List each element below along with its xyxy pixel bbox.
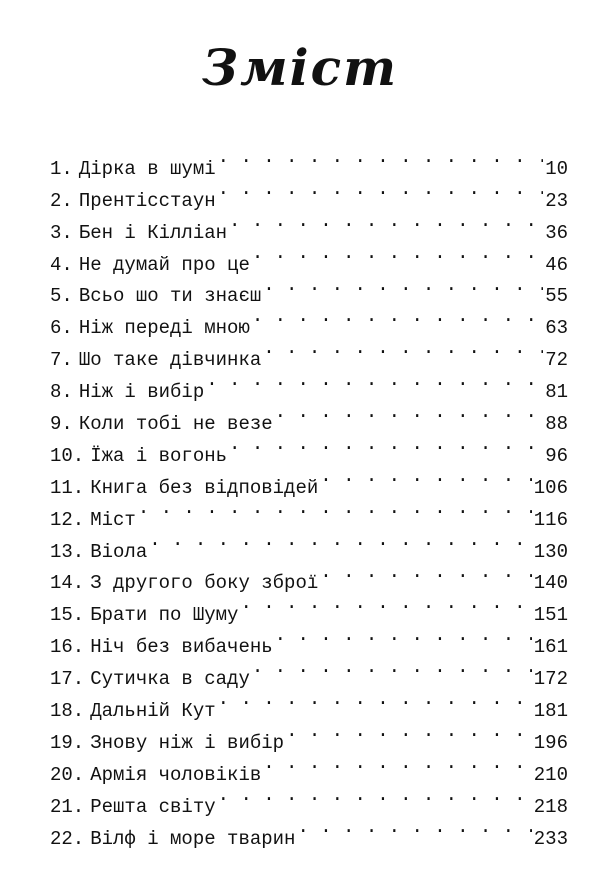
toc-dot-leader [320,461,532,493]
table-of-contents [50,142,568,850]
page-title: Зміст [202,38,398,97]
toc-entry-number: 19. [50,731,85,754]
toc-entry-number: 11. [50,476,85,499]
toc-dot-leader [218,780,532,812]
toc-entry-page: 10 [545,157,568,180]
toc-entry-title: Сутичка в саду [90,668,250,691]
toc-dot-leader [229,429,543,461]
toc-entry-page: 81 [545,381,568,404]
toc-dot-leader [263,270,543,302]
toc-entry-page: 196 [533,731,568,754]
toc-entry-title: Всьо шо ти знаєш [78,285,262,308]
toc-entry-title: Вілф і море тварин [90,827,296,850]
toc-entry-title: Коли тобі не везе [78,413,273,436]
toc-entry-title: Решта світу [90,795,216,818]
toc-entry-number: 14. [50,572,85,595]
toc-entry-title: Не думай про це [78,253,250,276]
toc-entry-page: 63 [545,317,568,340]
toc-entry-number: 7. [50,349,73,372]
toc-entry-title: Брати по Шуму [90,604,239,627]
toc-entry-title: З другого боку зброї [90,572,319,595]
toc-dot-leader [218,142,544,174]
toc-entry-page: 46 [545,253,568,276]
toc-dot-leader [240,588,531,620]
toc-entry-title: Ніж переді мною [78,317,250,340]
toc-dot-leader [138,493,532,525]
toc-entry-page: 210 [533,763,568,786]
toc-entry-title: Армія чоловіків [90,763,262,786]
toc-entry-page: 88 [545,413,568,436]
toc-dot-leader [218,174,544,206]
toc-entry-page: 106 [533,476,568,499]
toc-entry-number: 3. [50,221,73,244]
toc-entry-title: Знову ніж і вибір [90,731,285,754]
toc-entry-title: Дальній Кут [90,700,216,723]
toc-dot-leader [252,238,543,270]
toc-entry-page: 161 [533,636,568,659]
toc-entry-page: 181 [533,700,568,723]
toc-entry-page: 140 [533,572,568,595]
toc-entry-page: 36 [545,221,568,244]
toc-dot-leader [252,652,532,684]
toc-entry-number: 9. [50,413,73,436]
toc-entry-number: 8. [50,381,73,404]
toc-entry-title: Віола [90,540,148,563]
toc-entry-number: 2. [50,189,73,212]
toc-entry-page: 130 [533,540,568,563]
toc-entry-number: 17. [50,668,85,691]
toc-entry-number: 18. [50,700,85,723]
toc-entry-number: 12. [50,508,85,531]
toc-entry-number: 5. [50,285,73,308]
toc-dot-leader [229,206,543,238]
toc-entry-number: 22. [50,827,85,850]
toc-entry-page: 218 [533,795,568,818]
toc-dot-leader [218,684,532,716]
toc-dot-leader [297,812,531,844]
toc-entry-title: Прентісстаун [78,189,216,212]
toc-entry-number: 20. [50,763,85,786]
toc-entry-title: Міст [90,508,136,531]
toc-entry [50,142,568,180]
toc-entry-number: 13. [50,540,85,563]
toc-dot-leader [263,748,532,780]
toc-dot-leader [149,525,532,557]
toc-dot-leader [320,557,532,589]
toc-dot-leader [275,620,532,652]
toc-entry-title: Шо таке дівчинка [78,349,262,372]
toc-entry-title: Бен і Кілліан [78,221,228,244]
toc-entry-title: Дірка в шумі [78,157,216,180]
toc-entry-number: 15. [50,604,85,627]
toc-entry-number: 6. [50,317,73,340]
toc-entry-page: 151 [533,604,568,627]
toc-entry-title: Книга без відповідей [90,476,319,499]
toc-entry-number: 10. [50,444,85,467]
toc-entry-page: 172 [533,668,568,691]
toc-entry-title: Ніж і вибір [78,381,205,404]
toc-entry-page: 233 [533,827,568,850]
toc-entry-number: 1. [50,157,73,180]
toc-entry-page: 23 [545,189,568,212]
toc-entry-number: 4. [50,253,73,276]
toc-entry-title: Ніч без вибачень [90,636,273,659]
toc-dot-leader [206,365,543,397]
toc-dot-leader [275,397,544,429]
toc-entry-page: 55 [545,285,568,308]
toc-dot-leader [286,716,532,748]
toc-entry-page: 96 [545,444,568,467]
toc-entry-page: 116 [533,508,568,531]
toc-dot-leader [263,333,543,365]
toc-entry-number: 16. [50,636,85,659]
toc-entry-title: Їжа і вогонь [90,444,228,467]
toc-entry-number: 21. [50,795,85,818]
toc-entry-page: 72 [545,349,568,372]
toc-dot-leader [252,301,543,333]
